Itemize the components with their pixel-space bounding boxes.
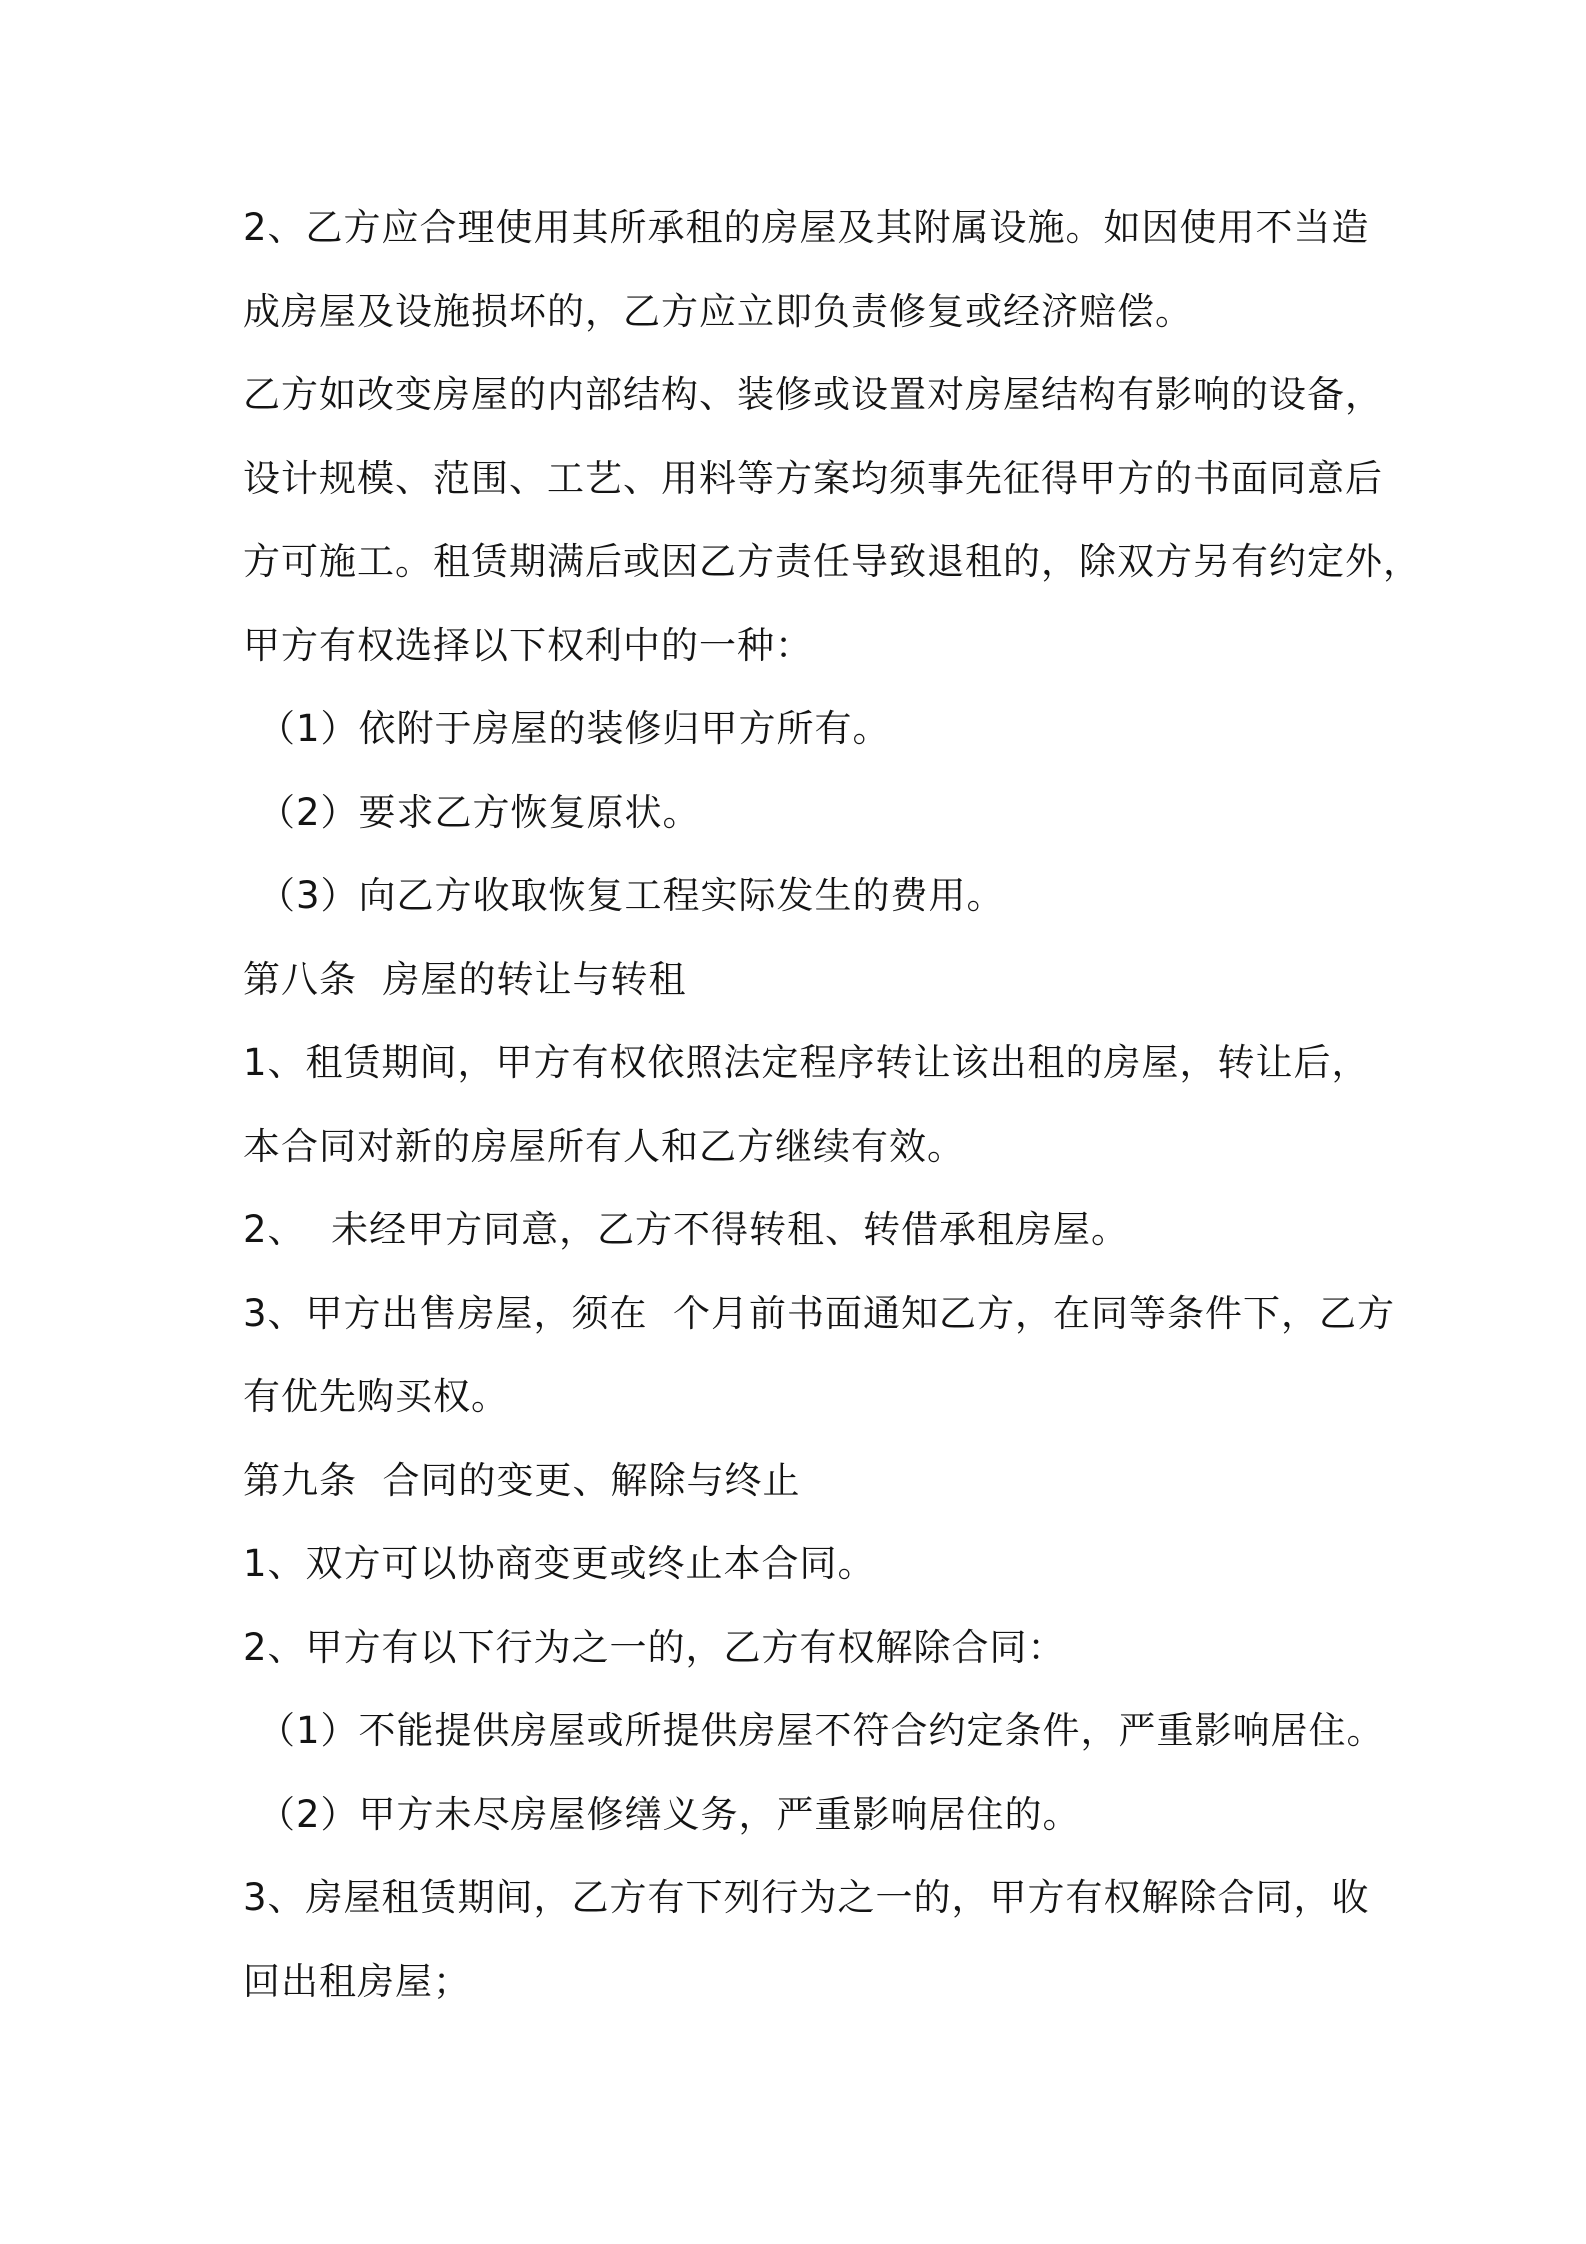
list-item: （3）向乙方收取恢复工程实际发生的费用。 [258, 874, 1005, 917]
text-line: 方可施工。租赁期满后或因乙方责任导致退租的，除双方另有约定外， [243, 540, 1421, 583]
text-line: 回出租房屋； [243, 1959, 471, 2003]
text-line: 2、乙方应合理使用其所承租的房屋及其附属设施。如因使用不当造 [243, 206, 1370, 249]
text-line: 1、双方可以协商变更或终止本合同。 [243, 1542, 876, 1585]
text-line: 2、 未经甲方同意，乙方不得转租、转借承租房屋。 [243, 1208, 1130, 1251]
text-line: 有优先购买权。 [243, 1375, 509, 1418]
text-line: 3、房屋租赁期间，乙方有下列行为之一的，甲方有权解除合同，收 [243, 1876, 1370, 1919]
text-line: 成房屋及设施损坏的，乙方应立即负责修复或经济赔偿。 [243, 289, 1193, 333]
list-item: （1）不能提供房屋或所提供房屋不符合约定条件，严重影响居住。 [258, 1709, 1385, 1752]
text-line: 3、甲方出售房屋，须在 个月前书面通知乙方，在同等条件下，乙方 [243, 1291, 1396, 1335]
list-item: （1）依附于房屋的装修归甲方所有。 [258, 707, 891, 750]
text-line: 2、甲方有以下行为之一的，乙方有权解除合同： [243, 1625, 1066, 1669]
text-line: 设计规模、范围、工艺、用料等方案均须事先征得甲方的书面同意后 [243, 456, 1383, 500]
text-line: 1、租赁期间，甲方有权依照法定程序转让该出租的房屋，转让后， [243, 1041, 1370, 1084]
list-item: （2）要求乙方恢复原状。 [258, 790, 701, 834]
text-line: 本合同对新的房屋所有人和乙方继续有效。 [243, 1124, 965, 1168]
document-body [243, 198, 1421, 2035]
section-heading: 第九条 合同的变更、解除与终止 [243, 1458, 801, 1502]
list-item: （2）甲方未尽房屋修缮义务，严重影响居住的。 [258, 1792, 1081, 1836]
text-line: 乙方如改变房屋的内部结构、装修或设置对房屋结构有影响的设备， [243, 373, 1383, 416]
text-line: 甲方有权选择以下权利中的一种： [243, 623, 813, 667]
section-heading: 第八条 房屋的转让与转租 [243, 957, 687, 1001]
